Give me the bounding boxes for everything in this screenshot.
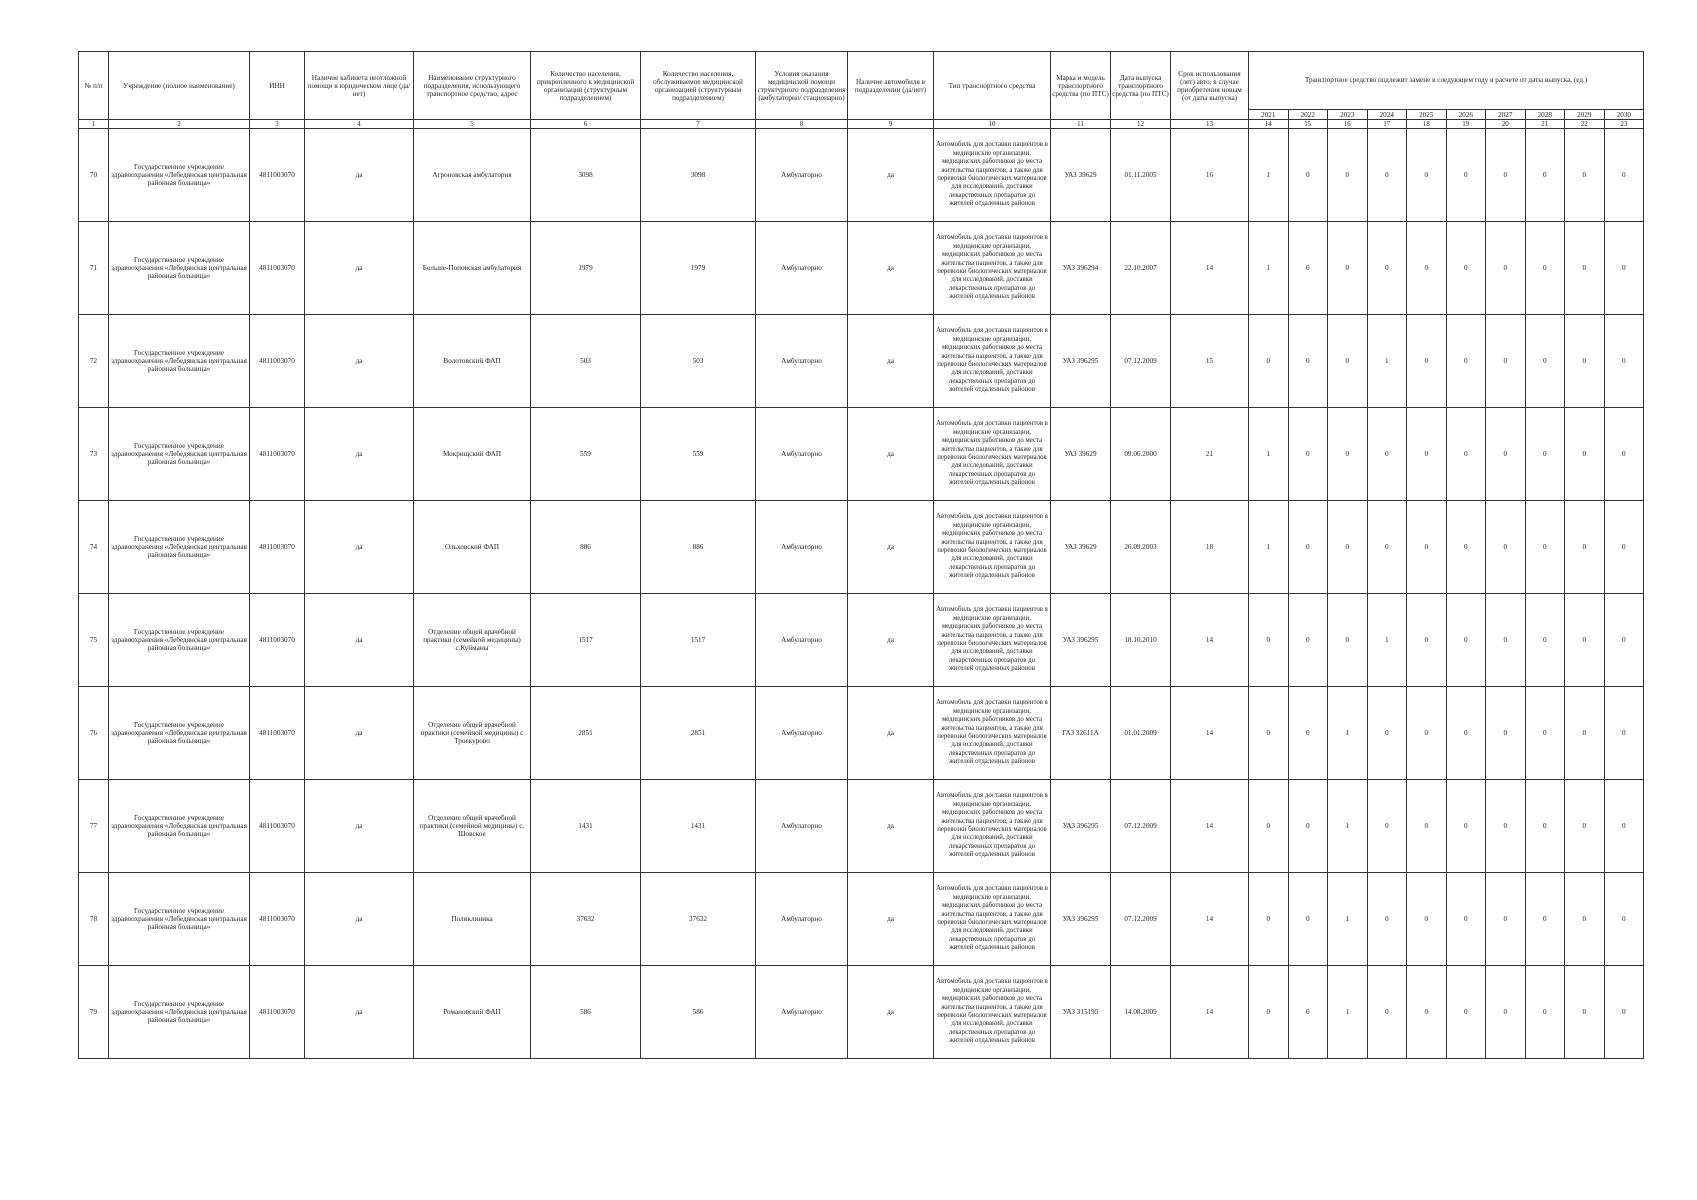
- document-sheet: [78, 51, 1643, 1121]
- replacement-count: 0: [1249, 315, 1289, 408]
- replacement-count: 0: [1288, 594, 1328, 687]
- column-number: 9: [848, 120, 934, 129]
- replacement-count: 0: [1525, 873, 1565, 966]
- row-number: 79: [79, 966, 109, 1059]
- row-number: 78: [79, 873, 109, 966]
- replacement-count: 0: [1328, 594, 1368, 687]
- usage-term: 21: [1171, 408, 1249, 501]
- header-has-car: Наличие автомобиля в подразделении (да/нет): [848, 52, 934, 120]
- column-numbers-row: [79, 120, 1644, 129]
- table-row: [79, 501, 1644, 594]
- replacement-count: 0: [1407, 966, 1447, 1059]
- column-number: 13: [1171, 120, 1249, 129]
- table-row: [79, 315, 1644, 408]
- header-year: 2023: [1328, 110, 1368, 120]
- replacement-count: 0: [1604, 966, 1644, 1059]
- unit-name: Романовский ФАП: [414, 966, 531, 1059]
- care-conditions: Амбулаторно: [756, 687, 848, 780]
- release-date: 22.10.2007: [1111, 222, 1171, 315]
- vehicle-model: ГАЗ 32611А: [1051, 687, 1111, 780]
- column-number: 1: [79, 120, 109, 129]
- attached-population: 37632: [531, 873, 641, 966]
- cabinet-value: да: [305, 873, 414, 966]
- vehicle-type: Автомобиль для доставки пациентов в медицинские организации, медицинских работников до места жительства пациентов, а также для перевозки биологических материалов для исследований, доставки лекарственных препаратов до жителей отдаленных районов: [934, 687, 1051, 780]
- replacement-count: 0: [1486, 873, 1526, 966]
- cabinet-value: да: [305, 222, 414, 315]
- vehicle-model: УАЗ 39629: [1051, 501, 1111, 594]
- replacement-count: 0: [1288, 129, 1328, 222]
- replacement-count: 0: [1407, 873, 1447, 966]
- served-population: 2851: [641, 687, 756, 780]
- replacement-count: 0: [1446, 222, 1486, 315]
- replacement-count: 0: [1486, 129, 1526, 222]
- vehicle-model: УАЗ 396295: [1051, 594, 1111, 687]
- table-body: [79, 129, 1644, 1059]
- replacement-count: 0: [1525, 315, 1565, 408]
- replacement-count: 0: [1288, 501, 1328, 594]
- attached-population: 1979: [531, 222, 641, 315]
- column-number: 21: [1525, 120, 1565, 129]
- replacement-count: 0: [1288, 408, 1328, 501]
- organization-name: Государственное учреждение здравоохранения «Лебедянская центральная районная больница»: [109, 594, 250, 687]
- attached-population: 559: [531, 408, 641, 501]
- vehicle-type: Автомобиль для доставки пациентов в медицинские организации, медицинских работников до места жительства пациентов, а также для перевозки биологических материалов для исследований, доставки лекарственных препаратов до жителей отдаленных районов: [934, 594, 1051, 687]
- vehicle-type: Автомобиль для доставки пациентов в медицинские организации, медицинских работников до места жительства пациентов, а также для перевозки биологических материалов для исследований, доставки лекарственных препаратов до жителей отдаленных районов: [934, 315, 1051, 408]
- table-row: [79, 129, 1644, 222]
- table-row: [79, 780, 1644, 873]
- replacement-count: 1: [1367, 315, 1407, 408]
- has-car-value: да: [848, 873, 934, 966]
- replacement-count: 0: [1446, 594, 1486, 687]
- replacement-count: 0: [1249, 594, 1289, 687]
- table-row: [79, 687, 1644, 780]
- release-date: 01.11.2005: [1111, 129, 1171, 222]
- column-number: 7: [641, 120, 756, 129]
- replacement-count: 0: [1604, 315, 1644, 408]
- inn-value: 4811003070: [250, 222, 305, 315]
- vehicle-type: Автомобиль для доставки пациентов в медицинские организации, медицинских работников до места жительства пациентов, а также для перевозки биологических материалов для исследований, доставки лекарственных препаратов до жителей отдаленных районов: [934, 873, 1051, 966]
- cabinet-value: да: [305, 501, 414, 594]
- has-car-value: да: [848, 501, 934, 594]
- header-year: 2026: [1446, 110, 1486, 120]
- column-number: 14: [1249, 120, 1289, 129]
- served-population: 503: [641, 315, 756, 408]
- served-population: 1517: [641, 594, 756, 687]
- replacement-count: 0: [1407, 315, 1447, 408]
- inn-value: 4811003070: [250, 780, 305, 873]
- care-conditions: Амбулаторно: [756, 594, 848, 687]
- unit-name: Больше-Поповская амбулатория: [414, 222, 531, 315]
- cabinet-value: да: [305, 966, 414, 1059]
- replacement-count: 0: [1486, 687, 1526, 780]
- table-row: [79, 873, 1644, 966]
- replacement-count: 0: [1407, 222, 1447, 315]
- has-car-value: да: [848, 966, 934, 1059]
- header-vehicle-type: Тип транспортного средства: [934, 52, 1051, 120]
- replacement-count: 0: [1249, 780, 1289, 873]
- replacement-count: 0: [1565, 315, 1605, 408]
- replacement-count: 0: [1565, 501, 1605, 594]
- vehicle-model: УАЗ 396295: [1051, 780, 1111, 873]
- attached-population: 2851: [531, 687, 641, 780]
- has-car-value: да: [848, 408, 934, 501]
- usage-term: 16: [1171, 129, 1249, 222]
- inn-value: 4811003070: [250, 873, 305, 966]
- replacement-count: 1: [1249, 222, 1289, 315]
- header-attached: Количество населения, прикрепленного к медицинской организации (структурным подразделением): [531, 52, 641, 120]
- replacement-count: 0: [1288, 966, 1328, 1059]
- replacement-count: 0: [1486, 966, 1526, 1059]
- care-conditions: Амбулаторно: [756, 315, 848, 408]
- usage-term: 14: [1171, 873, 1249, 966]
- cabinet-value: да: [305, 780, 414, 873]
- replacement-count: 0: [1328, 222, 1368, 315]
- release-date: 07.12.2009: [1111, 873, 1171, 966]
- release-date: 26.09.2003: [1111, 501, 1171, 594]
- replacement-count: 0: [1486, 780, 1526, 873]
- has-car-value: да: [848, 687, 934, 780]
- replacement-count: 0: [1604, 501, 1644, 594]
- replacement-count: 1: [1249, 129, 1289, 222]
- attached-population: 586: [531, 966, 641, 1059]
- inn-value: 4811003070: [250, 315, 305, 408]
- column-number: 10: [934, 120, 1051, 129]
- organization-name: Государственное учреждение здравоохранения «Лебедянская центральная районная больница»: [109, 222, 250, 315]
- table-row: [79, 594, 1644, 687]
- replacement-count: 0: [1446, 966, 1486, 1059]
- replacement-count: 0: [1604, 594, 1644, 687]
- unit-name: Отделение общей врачебной практики (семейной медицины) с Троекурово: [414, 687, 531, 780]
- replacement-count: 0: [1367, 687, 1407, 780]
- cabinet-value: да: [305, 408, 414, 501]
- replacement-count: 0: [1407, 687, 1447, 780]
- replacement-count: 0: [1525, 222, 1565, 315]
- replacement-count: 0: [1407, 594, 1447, 687]
- replacement-count: 0: [1328, 501, 1368, 594]
- column-number: 20: [1486, 120, 1526, 129]
- replacement-count: 0: [1525, 129, 1565, 222]
- unit-name: Отделение общей врачебной практики (семейной медицины) с. Шовское: [414, 780, 531, 873]
- organization-name: Государственное учреждение здравоохранения «Лебедянская центральная районная больница»: [109, 315, 250, 408]
- replacement-count: 0: [1525, 780, 1565, 873]
- row-number: 76: [79, 687, 109, 780]
- attached-population: 886: [531, 501, 641, 594]
- replacement-count: 0: [1486, 315, 1526, 408]
- organization-name: Государственное учреждение здравоохранения «Лебедянская центральная районная больница»: [109, 966, 250, 1059]
- replacement-count: 0: [1249, 966, 1289, 1059]
- replacement-count: 0: [1407, 129, 1447, 222]
- replacement-count: 0: [1565, 780, 1605, 873]
- inn-value: 4811003070: [250, 594, 305, 687]
- replacement-count: 0: [1249, 687, 1289, 780]
- care-conditions: Амбулаторно: [756, 408, 848, 501]
- has-car-value: да: [848, 222, 934, 315]
- column-number: 12: [1111, 120, 1171, 129]
- replacement-count: 1: [1249, 408, 1289, 501]
- usage-term: 14: [1171, 594, 1249, 687]
- usage-term: 14: [1171, 222, 1249, 315]
- header-org: Учреждение (полное наименование): [109, 52, 250, 120]
- column-number: 19: [1446, 120, 1486, 129]
- served-population: 1979: [641, 222, 756, 315]
- unit-name: Отделение общей врачебной практики (семейной медицины) с.Куйманы: [414, 594, 531, 687]
- replacement-count: 1: [1328, 873, 1368, 966]
- inn-value: 4811003070: [250, 687, 305, 780]
- replacement-count: 0: [1288, 222, 1328, 315]
- attached-population: 1517: [531, 594, 641, 687]
- replacement-count: 0: [1446, 873, 1486, 966]
- care-conditions: Амбулаторно: [756, 222, 848, 315]
- replacement-count: 0: [1565, 966, 1605, 1059]
- served-population: 886: [641, 501, 756, 594]
- table-row: [79, 408, 1644, 501]
- replacement-count: 0: [1446, 501, 1486, 594]
- cabinet-value: да: [305, 315, 414, 408]
- column-number: 16: [1328, 120, 1368, 129]
- care-conditions: Амбулаторно: [756, 780, 848, 873]
- replacement-count: 0: [1249, 873, 1289, 966]
- vehicle-type: Автомобиль для доставки пациентов в медицинские организации, медицинских работников до места жительства пациентов, а также для перевозки биологических материалов для исследований, доставки лекарственных препаратов до жителей отдаленных районов: [934, 408, 1051, 501]
- vehicle-model: УАЗ 396294: [1051, 222, 1111, 315]
- vehicle-type: Автомобиль для доставки пациентов в медицинские организации, медицинских работников до места жительства пациентов, а также для перевозки биологических материалов для исследований, доставки лекарственных препаратов до жителей отдаленных районов: [934, 129, 1051, 222]
- column-number: 6: [531, 120, 641, 129]
- replacement-count: 0: [1565, 594, 1605, 687]
- replacement-count: 0: [1367, 129, 1407, 222]
- row-number: 73: [79, 408, 109, 501]
- header-release-date: Дата выпуска транспортного средства (по ПТС): [1111, 52, 1171, 120]
- header-year: 2029: [1565, 110, 1605, 120]
- row-number: 72: [79, 315, 109, 408]
- has-car-value: да: [848, 315, 934, 408]
- release-date: 18.10.2010: [1111, 594, 1171, 687]
- header-year: 2021: [1249, 110, 1289, 120]
- replacement-count: 1: [1328, 780, 1368, 873]
- attached-population: 3098: [531, 129, 641, 222]
- vehicle-model: УАЗ 315195: [1051, 966, 1111, 1059]
- vehicle-model: УАЗ 396295: [1051, 315, 1111, 408]
- row-number: 70: [79, 129, 109, 222]
- usage-term: 15: [1171, 315, 1249, 408]
- cabinet-value: да: [305, 594, 414, 687]
- care-conditions: Амбулаторно: [756, 966, 848, 1059]
- replacement-count: 0: [1486, 501, 1526, 594]
- header-year: 2024: [1367, 110, 1407, 120]
- unit-name: Мокрищский ФАП: [414, 408, 531, 501]
- header-row: [79, 52, 1644, 110]
- replacement-count: 0: [1407, 408, 1447, 501]
- vehicle-type: Автомобиль для доставки пациентов в медицинские организации, медицинских работников до места жительства пациентов, а также для перевозки биологических материалов для исследований, доставки лекарственных препаратов до жителей отдаленных районов: [934, 222, 1051, 315]
- replacement-count: 0: [1486, 222, 1526, 315]
- replacement-count: 0: [1446, 408, 1486, 501]
- replacement-count: 0: [1565, 873, 1605, 966]
- replacement-count: 0: [1328, 408, 1368, 501]
- column-number: 8: [756, 120, 848, 129]
- vehicle-model: УАЗ 39629: [1051, 129, 1111, 222]
- cabinet-value: да: [305, 129, 414, 222]
- unit-name: Волотовский ФАП: [414, 315, 531, 408]
- table-row: [79, 966, 1644, 1059]
- header-num: № п/п: [79, 52, 109, 120]
- care-conditions: Амбулаторно: [756, 501, 848, 594]
- has-car-value: да: [848, 594, 934, 687]
- column-number: 5: [414, 120, 531, 129]
- replacement-count: 0: [1446, 129, 1486, 222]
- column-number: 18: [1407, 120, 1447, 129]
- care-conditions: Амбулаторно: [756, 129, 848, 222]
- vehicle-type: Автомобиль для доставки пациентов в медицинские организации, медицинских работников до места жительства пациентов, а также для перевозки биологических материалов для исследований, доставки лекарственных препаратов до жителей отдаленных районов: [934, 501, 1051, 594]
- replacement-count: 0: [1367, 408, 1407, 501]
- vehicle-replacement-table: [78, 51, 1644, 1059]
- replacement-count: 0: [1446, 687, 1486, 780]
- header-year: 2028: [1525, 110, 1565, 120]
- replacement-count: 0: [1604, 222, 1644, 315]
- replacement-count: 0: [1525, 408, 1565, 501]
- vehicle-model: УАЗ 396295: [1051, 873, 1111, 966]
- release-date: 01.01.2009: [1111, 687, 1171, 780]
- header-served: Количество населения, обслуживаемое медицинской организацией (структурным подразделением): [641, 52, 756, 120]
- organization-name: Государственное учреждение здравоохранения «Лебедянская центральная районная больница»: [109, 687, 250, 780]
- header-cabinet: Наличие кабинета неотложной помощи в юридическом лице (да/нет): [305, 52, 414, 120]
- usage-term: 14: [1171, 687, 1249, 780]
- replacement-count: 1: [1328, 687, 1368, 780]
- served-population: 3098: [641, 129, 756, 222]
- replacement-count: 0: [1446, 315, 1486, 408]
- replacement-count: 0: [1604, 780, 1644, 873]
- cabinet-value: да: [305, 687, 414, 780]
- column-number: 23: [1604, 120, 1644, 129]
- column-number: 2: [109, 120, 250, 129]
- row-number: 74: [79, 501, 109, 594]
- vehicle-type: Автомобиль для доставки пациентов в медицинские организации, медицинских работников до места жительства пациентов, а также для перевозки биологических материалов для исследований, доставки лекарственных препаратов до жителей отдаленных районов: [934, 966, 1051, 1059]
- replacement-count: 0: [1525, 966, 1565, 1059]
- organization-name: Государственное учреждение здравоохранения «Лебедянская центральная районная больница»: [109, 873, 250, 966]
- row-number: 71: [79, 222, 109, 315]
- replacement-count: 0: [1565, 222, 1605, 315]
- unit-name: Поликлиника: [414, 873, 531, 966]
- replacement-count: 0: [1367, 222, 1407, 315]
- replacement-count: 0: [1367, 966, 1407, 1059]
- replacement-count: 0: [1604, 687, 1644, 780]
- inn-value: 4811003070: [250, 501, 305, 594]
- replacement-count: 0: [1367, 873, 1407, 966]
- replacement-count: 0: [1288, 687, 1328, 780]
- usage-term: 14: [1171, 780, 1249, 873]
- replacement-count: 0: [1486, 594, 1526, 687]
- header-year: 2030: [1604, 110, 1644, 120]
- replacement-count: 1: [1249, 501, 1289, 594]
- replacement-count: 0: [1288, 873, 1328, 966]
- release-date: 14.08.2009: [1111, 966, 1171, 1059]
- replacement-count: 0: [1328, 129, 1368, 222]
- header-year: 2025: [1407, 110, 1447, 120]
- organization-name: Государственное учреждение здравоохранения «Лебедянская центральная районная больница»: [109, 780, 250, 873]
- replacement-count: 0: [1565, 408, 1605, 501]
- release-date: 09.06.2000: [1111, 408, 1171, 501]
- header-model: Марка и модель транспортного средства (по ПТС): [1051, 52, 1111, 120]
- column-number: 17: [1367, 120, 1407, 129]
- replacement-count: 0: [1604, 408, 1644, 501]
- attached-population: 1431: [531, 780, 641, 873]
- replacement-count: 0: [1446, 780, 1486, 873]
- inn-value: 4811003070: [250, 129, 305, 222]
- replacement-count: 0: [1565, 129, 1605, 222]
- served-population: 1431: [641, 780, 756, 873]
- header-replacement: Транспортное средство подлежит замене в следующем году в расчете от даты выпуска, (ед.): [1249, 52, 1644, 110]
- replacement-count: 0: [1604, 129, 1644, 222]
- column-number: 4: [305, 120, 414, 129]
- header-year: 2022: [1288, 110, 1328, 120]
- replacement-count: 0: [1525, 501, 1565, 594]
- usage-term: 14: [1171, 966, 1249, 1059]
- has-car-value: да: [848, 129, 934, 222]
- table-row: [79, 222, 1644, 315]
- vehicle-type: Автомобиль для доставки пациентов в медицинские организации, медицинских работников до места жительства пациентов, а также для перевозки биологических материалов для исследований, доставки лекарственных препаратов до жителей отдаленных районов: [934, 780, 1051, 873]
- header-year: 2027: [1486, 110, 1526, 120]
- replacement-count: 0: [1367, 501, 1407, 594]
- served-population: 559: [641, 408, 756, 501]
- organization-name: Государственное учреждение здравоохранения «Лебедянская центральная районная больница»: [109, 501, 250, 594]
- unit-name: Ольховский ФАП: [414, 501, 531, 594]
- usage-term: 18: [1171, 501, 1249, 594]
- release-date: 07.12.2009: [1111, 315, 1171, 408]
- replacement-count: 0: [1604, 873, 1644, 966]
- replacement-count: 0: [1367, 780, 1407, 873]
- unit-name: Агроновская амбулатория: [414, 129, 531, 222]
- replacement-count: 0: [1288, 780, 1328, 873]
- vehicle-model: УАЗ 39629: [1051, 408, 1111, 501]
- column-number: 22: [1565, 120, 1605, 129]
- has-car-value: да: [848, 780, 934, 873]
- header-usage-term: Срок использования (лет) авто, в случае приобретения новым (от даты выпуска): [1171, 52, 1249, 120]
- replacement-count: 0: [1328, 315, 1368, 408]
- column-number: 3: [250, 120, 305, 129]
- organization-name: Государственное учреждение здравоохранения «Лебедянская центральная районная больница»: [109, 408, 250, 501]
- served-population: 37632: [641, 873, 756, 966]
- replacement-count: 0: [1407, 501, 1447, 594]
- replacement-count: 1: [1367, 594, 1407, 687]
- care-conditions: Амбулаторно: [756, 873, 848, 966]
- organization-name: Государственное учреждение здравоохранения «Лебедянская центральная районная больница»: [109, 129, 250, 222]
- row-number: 77: [79, 780, 109, 873]
- release-date: 07.12.2009: [1111, 780, 1171, 873]
- replacement-count: 0: [1407, 780, 1447, 873]
- attached-population: 503: [531, 315, 641, 408]
- replacement-count: 0: [1525, 687, 1565, 780]
- row-number: 75: [79, 594, 109, 687]
- header-unit: Наименование структурного подразделения, использующего транспортное средство, адрес: [414, 52, 531, 120]
- replacement-count: 0: [1565, 687, 1605, 780]
- replacement-count: 1: [1328, 966, 1368, 1059]
- replacement-count: 0: [1525, 594, 1565, 687]
- replacement-count: 0: [1486, 408, 1526, 501]
- inn-value: 4811003070: [250, 408, 305, 501]
- header-inn: ИНН: [250, 52, 305, 120]
- column-number: 15: [1288, 120, 1328, 129]
- inn-value: 4811003070: [250, 966, 305, 1059]
- column-number: 11: [1051, 120, 1111, 129]
- replacement-count: 0: [1288, 315, 1328, 408]
- served-population: 586: [641, 966, 756, 1059]
- header-conditions: Условия оказания медицинской помощи структурного подразделения (амбулаторно/ стационарно): [756, 52, 848, 120]
